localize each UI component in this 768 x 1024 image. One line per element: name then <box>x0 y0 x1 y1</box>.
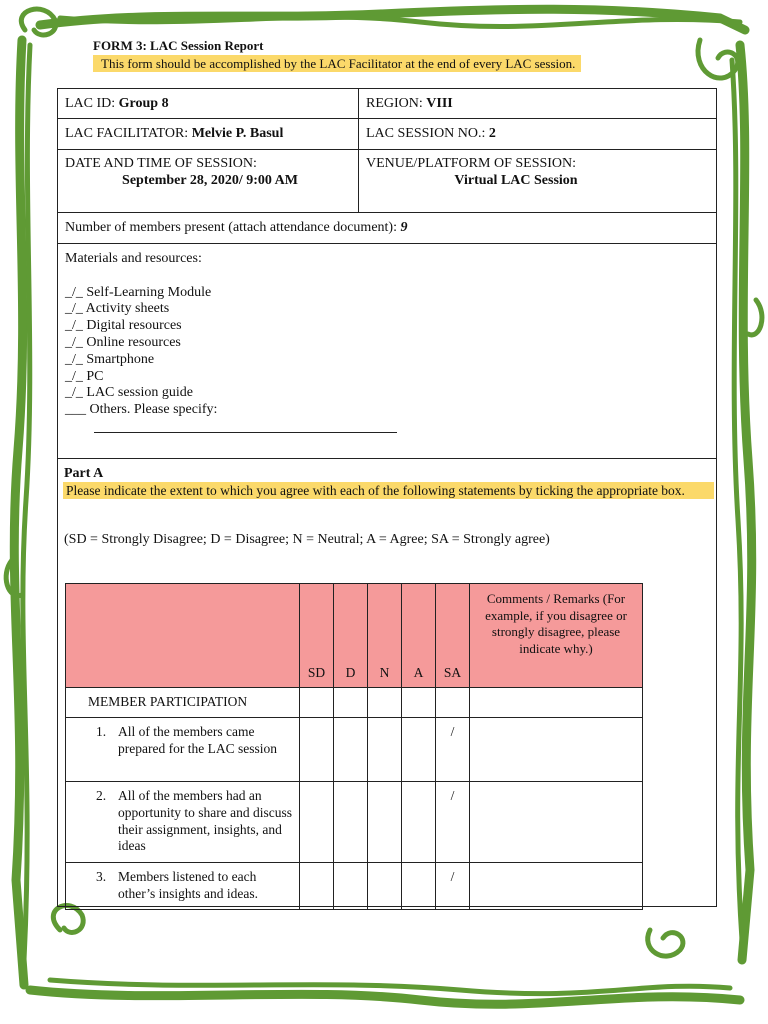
material-item: ___ Others. Please specify: <box>65 402 218 418</box>
facilitator-value: Melvie P. Basul <box>191 126 284 141</box>
statement-header-cell <box>66 584 300 688</box>
rating-cell-n[interactable] <box>368 782 402 863</box>
lac-id-value: Group 8 <box>118 96 169 111</box>
date-field <box>65 156 355 189</box>
table-row <box>66 863 643 910</box>
row-divider <box>58 149 716 150</box>
form-instruction-note: This form should be accomplished by the LAC Facilitator at the end of every LAC session. <box>93 55 581 72</box>
rating-table <box>65 583 643 910</box>
part-a-heading: Part A <box>64 466 104 481</box>
venue-field <box>366 156 666 189</box>
statement-cell <box>66 863 300 910</box>
venue-label: VENUE/PLATFORM OF SESSION: <box>366 156 577 171</box>
material-item: _/_ Activity sheets <box>65 301 170 317</box>
comment-cell[interactable] <box>470 863 643 910</box>
comment-cell[interactable] <box>470 718 643 782</box>
members-label: Number of members present (attach attendance document): <box>65 220 397 235</box>
comment-cell[interactable] <box>470 782 643 863</box>
row-divider <box>58 458 716 459</box>
col-d: D <box>334 584 368 688</box>
table-row <box>66 718 643 782</box>
material-item: _/_ Smartphone <box>65 351 155 367</box>
region-label: REGION: <box>366 96 423 111</box>
rating-cell-a[interactable] <box>402 718 436 782</box>
rating-cell-d[interactable] <box>334 688 368 718</box>
materials-label: Materials and resources: <box>65 251 202 266</box>
others-specify-line <box>94 432 397 433</box>
col-n: N <box>368 584 402 688</box>
statement-text: All of the members had an opportunity to share and discuss their assignment, insights, and ideas <box>118 788 292 854</box>
rating-cell-sd[interactable] <box>300 688 334 718</box>
material-item: _/_ PC <box>65 368 104 384</box>
statement-number: 1. <box>96 724 107 739</box>
rating-cell-sd[interactable] <box>300 718 334 782</box>
rating-table-header <box>66 584 643 688</box>
rating-cell-sa[interactable]: / <box>436 718 470 782</box>
rating-cell-a[interactable] <box>402 782 436 863</box>
rating-cell-d[interactable] <box>334 863 368 910</box>
row-divider <box>58 118 716 119</box>
region-field <box>366 96 453 112</box>
section-row <box>66 688 643 718</box>
rating-cell-d[interactable] <box>334 782 368 863</box>
rating-cell-n[interactable] <box>368 688 402 718</box>
rating-cell-sa[interactable]: / <box>436 863 470 910</box>
column-divider <box>358 89 359 212</box>
rating-cell-n[interactable] <box>368 718 402 782</box>
lac-id-field <box>65 96 169 112</box>
materials-list <box>65 251 217 419</box>
comment-cell[interactable] <box>470 688 643 718</box>
section-title: MEMBER PARTICIPATION <box>66 688 300 718</box>
members-value: 9 <box>400 220 408 235</box>
comments-header: Comments / Remarks (For example, if you disagree or strongly disagree, please indicate why.) <box>470 584 643 688</box>
rating-cell-sa[interactable]: / <box>436 782 470 863</box>
col-sa: SA <box>436 584 470 688</box>
table-row <box>66 782 643 863</box>
row-divider <box>58 212 716 213</box>
facilitator-field <box>65 126 283 142</box>
material-item: _/_ LAC session guide <box>65 385 193 401</box>
material-item: _/_ Self-Learning Module <box>65 284 212 300</box>
part-a-instruction: Please indicate the extent to which you agree with each of the following statements by ticking the appropriate box. <box>63 482 714 499</box>
rating-cell-sd[interactable] <box>300 782 334 863</box>
report-form <box>57 88 717 907</box>
members-present-field <box>65 220 407 236</box>
date-label: DATE AND TIME OF SESSION: <box>65 156 257 171</box>
col-sd: SD <box>300 584 334 688</box>
statement-number: 2. <box>96 788 107 803</box>
session-no-value: 2 <box>488 126 496 141</box>
lac-id-label: LAC ID: <box>65 96 116 111</box>
row-divider <box>58 243 716 244</box>
statement-text: Members listened to each other’s insights and ideas. <box>118 869 258 901</box>
session-no-field <box>366 126 496 142</box>
statement-cell <box>66 718 300 782</box>
rating-scale-legend: (SD = Strongly Disagree; D = Disagree; N = Neutral; A = Agree; SA = Strongly agree) <box>64 532 550 547</box>
material-item: _/_ Digital resources <box>65 318 182 334</box>
region-value: VIII <box>426 96 453 111</box>
statement-cell <box>66 782 300 863</box>
facilitator-label: LAC FACILITATOR: <box>65 126 189 141</box>
statement-text: All of the members came prepared for the LAC session <box>118 724 277 756</box>
rating-cell-a[interactable] <box>402 863 436 910</box>
form-title: FORM 3: LAC Session Report <box>93 38 264 53</box>
rating-cell-a[interactable] <box>402 688 436 718</box>
rating-cell-n[interactable] <box>368 863 402 910</box>
rating-cell-d[interactable] <box>334 718 368 782</box>
statement-number: 3. <box>96 869 107 884</box>
col-a: A <box>402 584 436 688</box>
rating-cell-sd[interactable] <box>300 863 334 910</box>
date-value: September 28, 2020/ 9:00 AM <box>122 173 298 188</box>
venue-value: Virtual LAC Session <box>454 173 578 188</box>
session-no-label: LAC SESSION NO.: <box>366 126 486 141</box>
rating-cell-sa[interactable] <box>436 688 470 718</box>
material-item: _/_ Online resources <box>65 334 181 350</box>
